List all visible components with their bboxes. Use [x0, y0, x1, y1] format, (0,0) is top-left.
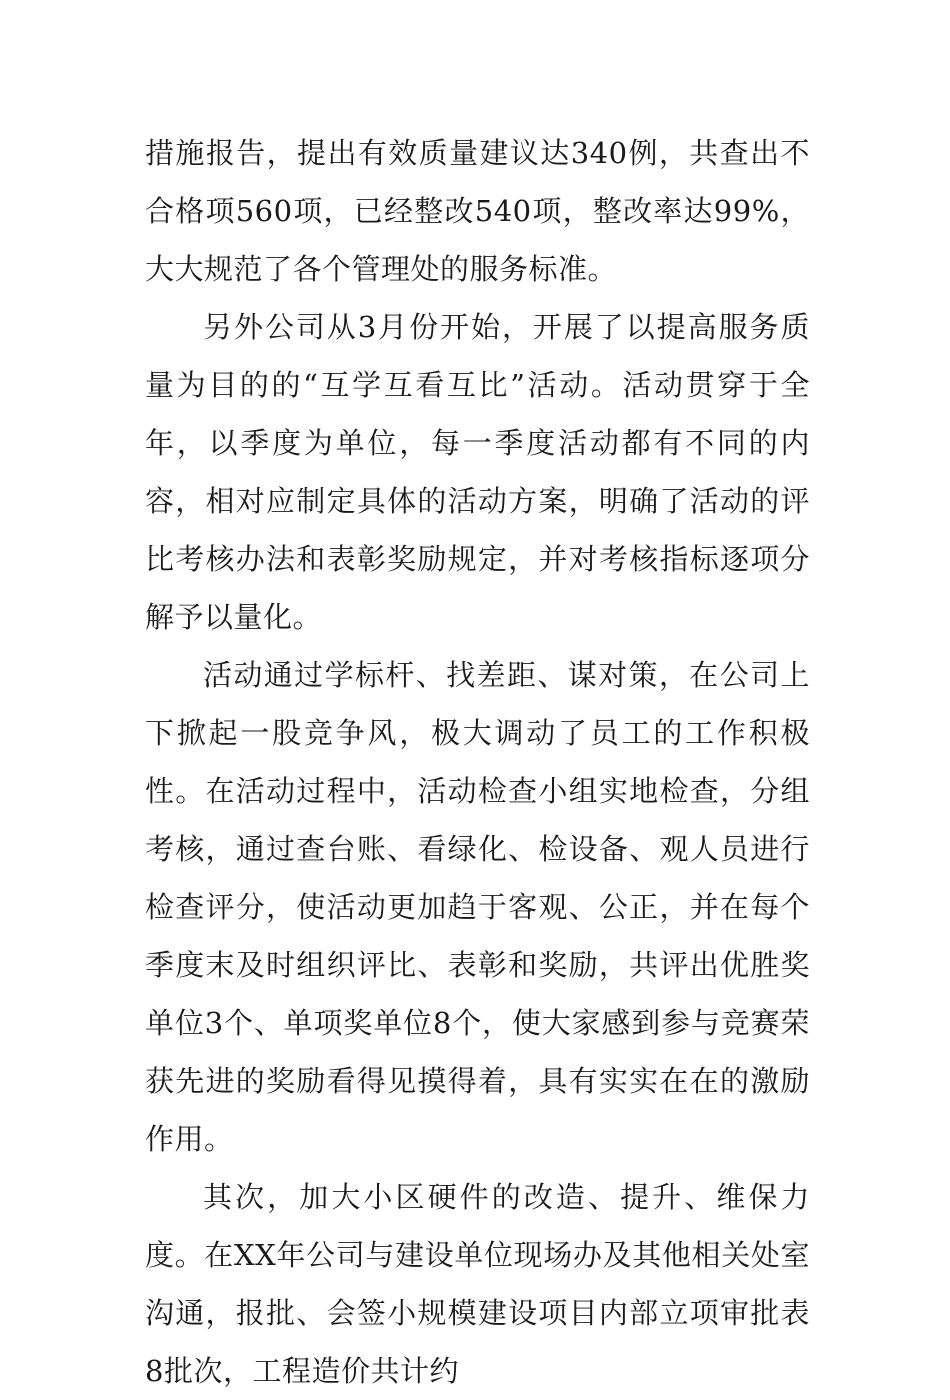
document-body [145, 124, 810, 1400]
paragraph-mutual-learning-activity: 另外公司从3月份开始，开展了以提高服务质量为目的的“互学互看互比”活动。活动贯穿于全年，以季度为单位，每一季度活动都有不同的内容，相对应制定具体的活动方案，明确了活动的评比考核办法和表彰奖励规定，并对考核指标逐项分解予以量化。 [145, 310, 810, 634]
paragraph-activity-process: 活动通过学标杆、找差距、谋对策，在公司上下掀起一股竞争风，极大调动了员工的工作积极性。在活动过程中，活动检查小组实地检查，分组考核，通过查台账、看绿化、检设备、观人员进行检查评分，使活动更加趋于客观、公正，并在每个季度末及时组织评比、表彰和奖励，共评出优胜奖单位3个、单项奖单位8个，使大家感到参与竞赛荣获先进的奖励看得见摸得着，具有实实在在的激励作用。 [145, 658, 810, 1156]
paragraph-measures-report: 措施报告，提出有效质量建议达340例，共查出不合格项560项，已经整改540项，整改率达99%，大大规范了各个管理处的服务标准。 [145, 136, 810, 286]
paragraph-hardware-upgrade: 其次，加大小区硬件的改造、提升、维保力度。在XX年公司与建设单位现场办及其他相关处室沟通，报批、会签小规模建设项目内部立项审批表8批次，工程造价共计约 [145, 1180, 810, 1388]
